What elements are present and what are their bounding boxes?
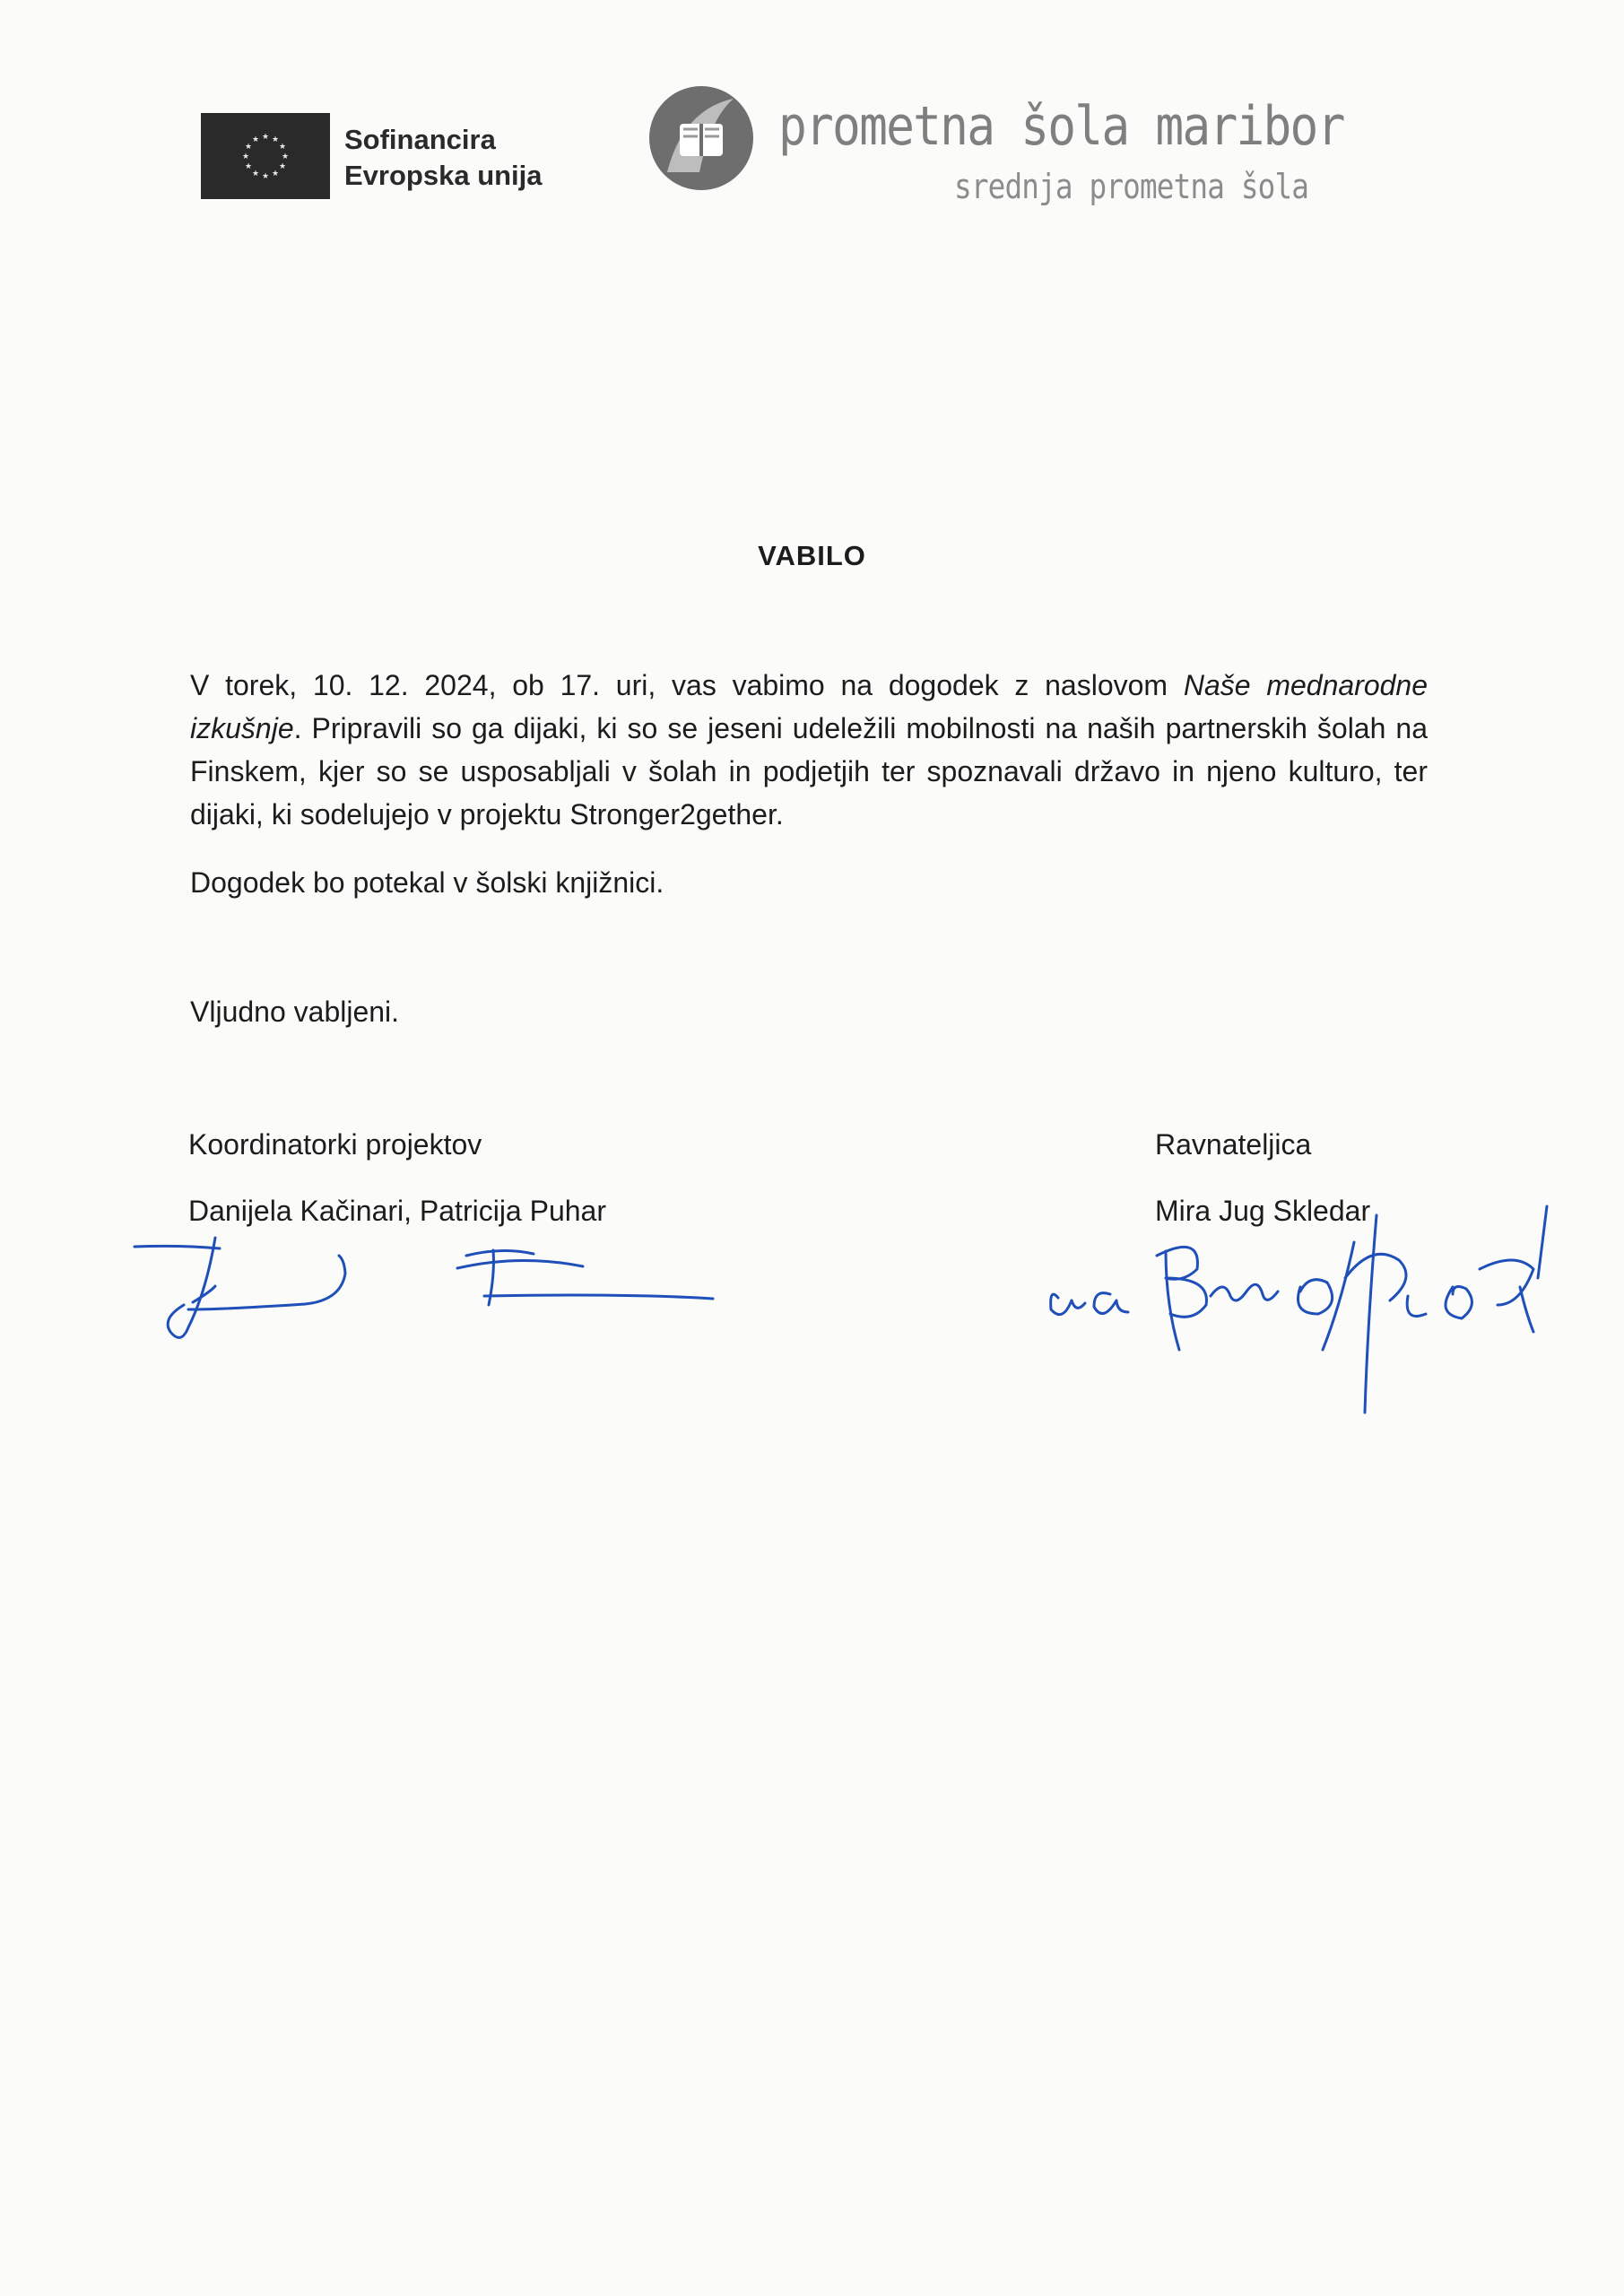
location-line: Dogodek bo potekal v šolski knjižnici. [190, 866, 664, 899]
svg-text:★: ★ [278, 162, 287, 171]
eu-cofinancing-label [344, 122, 543, 194]
event-title: Naše mednarodne izkušnje [190, 669, 1429, 744]
svg-text:★: ★ [244, 143, 253, 152]
svg-text:★: ★ [251, 170, 260, 178]
school-logo-icon [647, 83, 755, 194]
svg-text:★: ★ [251, 135, 260, 144]
school-subtitle: srednja prometna šola [954, 167, 1309, 206]
svg-text:★: ★ [241, 152, 250, 161]
svg-text:★: ★ [244, 162, 253, 171]
svg-text:★: ★ [281, 152, 290, 161]
right-signatory-role: Ravnateljica [1155, 1128, 1312, 1161]
svg-text:★: ★ [271, 135, 280, 144]
invitation-paragraph [190, 664, 1428, 836]
paragraph-text-start: V torek, 10. 12. 2024, ob 17. uri, vas vabimo na dogodek z naslovom [190, 669, 1184, 701]
svg-text:★: ★ [278, 143, 287, 152]
eu-line-2: Evropska unija [344, 160, 543, 191]
school-name: prometna šola maribor [778, 95, 1344, 158]
svg-text:★: ★ [261, 172, 270, 181]
left-handwritten-signatures [126, 1220, 735, 1354]
eu-flag-icon [201, 113, 330, 199]
closing-line: Vljudno vabljeni. [190, 996, 400, 1028]
svg-text:★: ★ [271, 170, 280, 178]
document-title: VABILO [758, 540, 866, 571]
left-signatory-role: Koordinatorki projektov [188, 1128, 482, 1161]
left-signatory-names: Danijela Kačinari, Patricija Puhar [188, 1195, 606, 1227]
paragraph-text-end: . Pripravili so ga dijaki, ki so se jeseni udeležili mobilnosti na naših partnerskih šolah na Finskem, kjer so se usposabljali v šolah in podjetjih ter spoznavali državo in njeno kulturo, ter dijaki, ki sodelujejo v projektu Stronger2gether. [190, 712, 1428, 831]
svg-text:★: ★ [261, 133, 270, 142]
right-signatory-name: Mira Jug Skledar [1155, 1195, 1371, 1227]
eu-line-1: Sofinancira [344, 124, 496, 155]
